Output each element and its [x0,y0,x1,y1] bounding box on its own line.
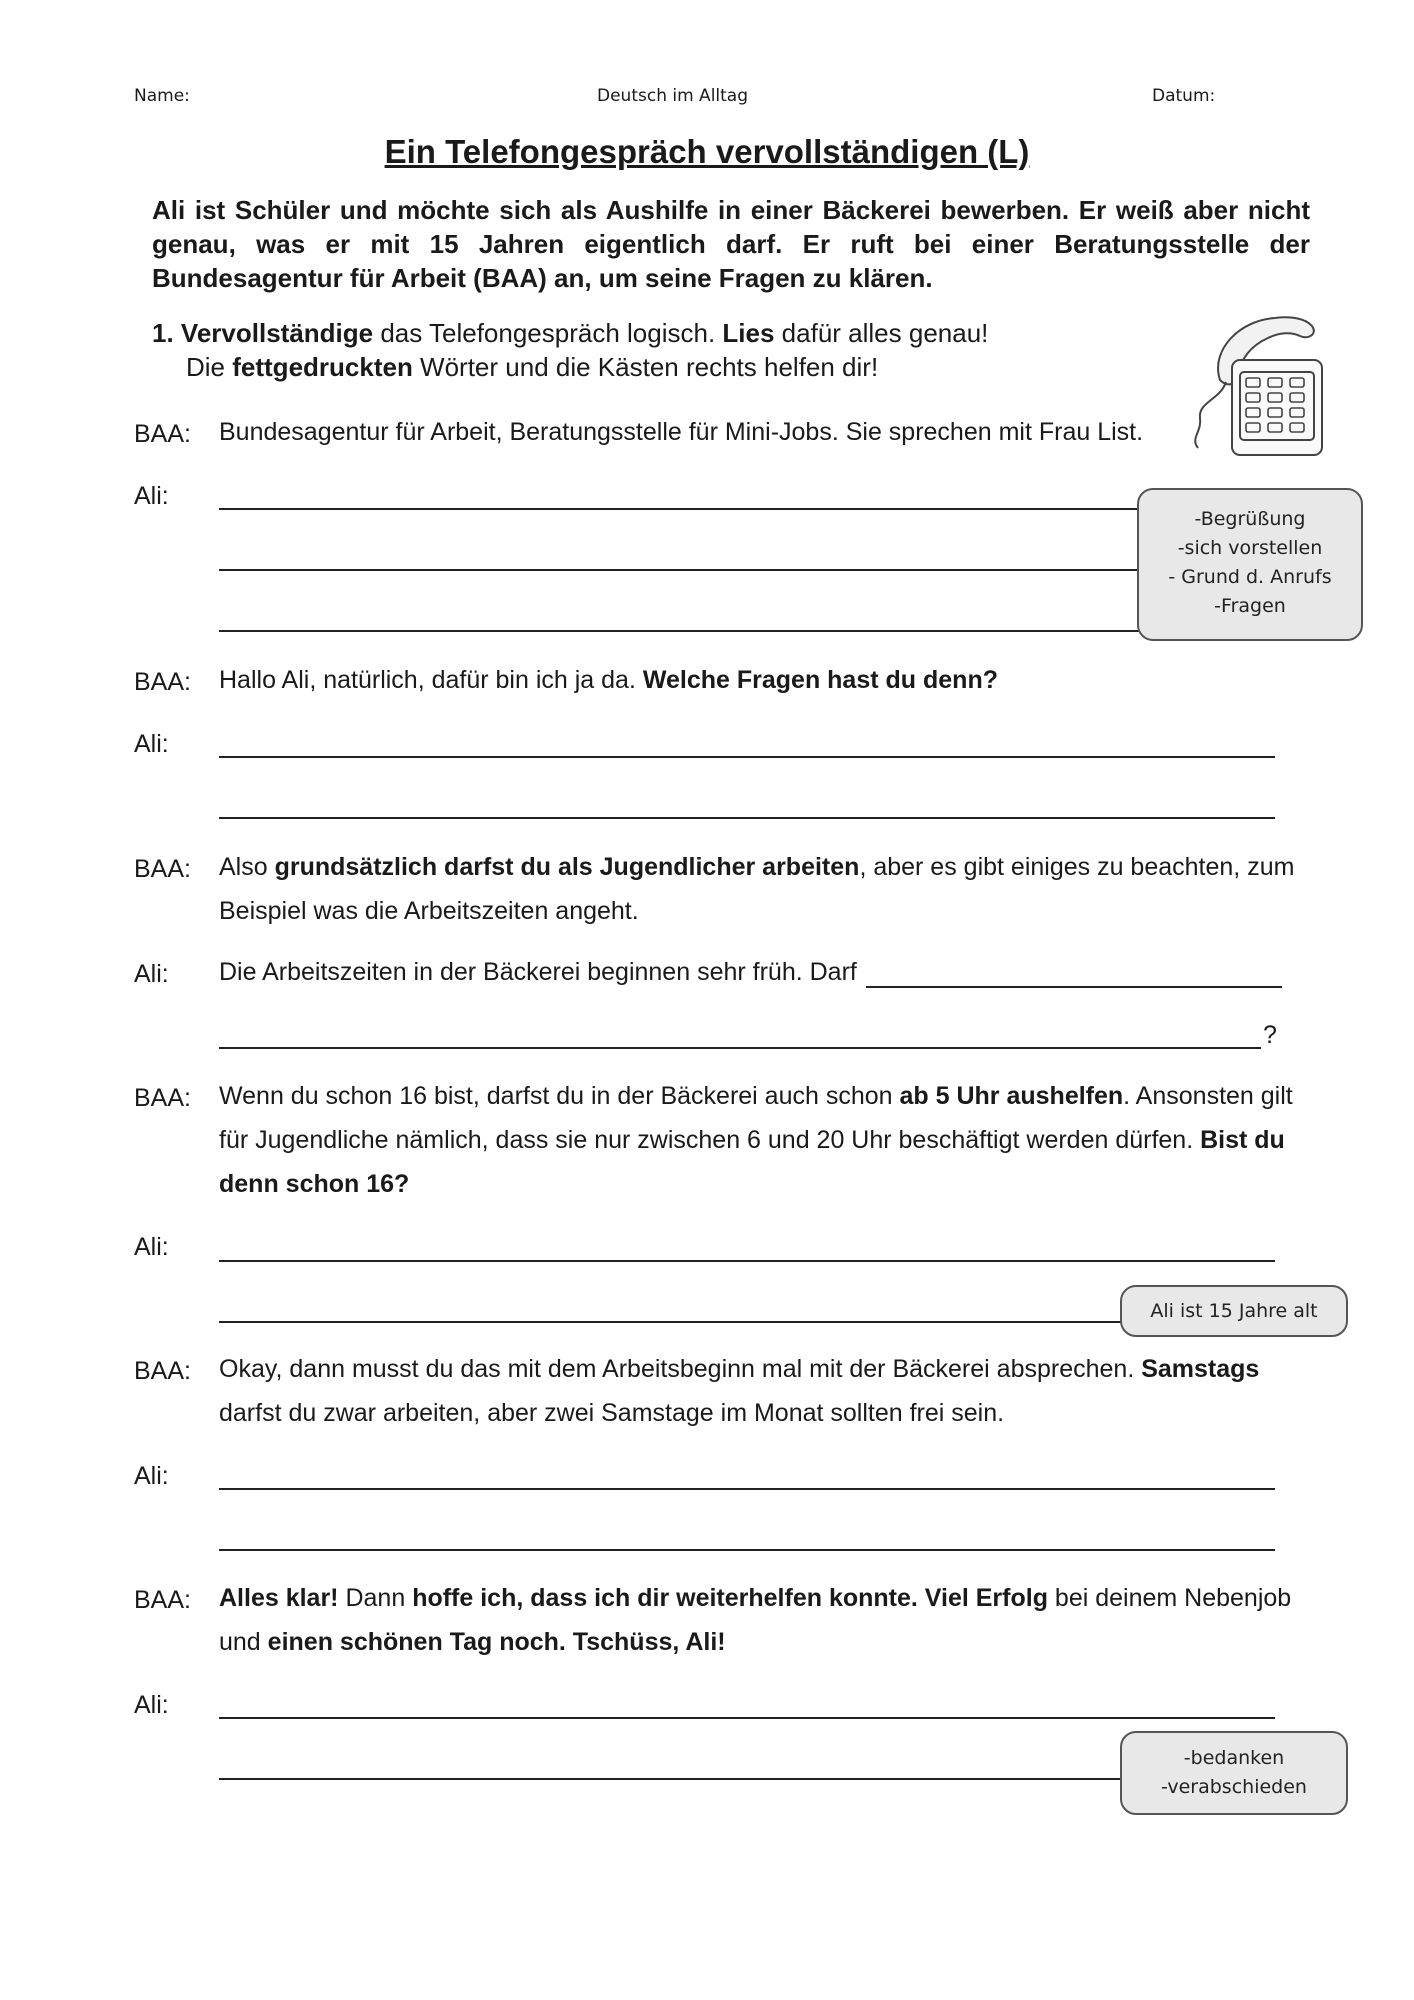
baa-text: darfst du zwar arbeiten, aber zwei Samstage im Monat sollten frei sein. [219,1399,1005,1427]
hint-item: Ali ist 15 Jahre alt [1150,1300,1318,1322]
answer-line[interactable] [219,569,1139,571]
speaker-ali: Ali: [134,730,169,758]
answer-line[interactable] [219,508,1139,510]
answer-line[interactable] [219,1778,1123,1780]
baa-bold: einen schönen Tag noch. Tschüss, Ali! [267,1628,726,1656]
hint-box-farewell [1120,1731,1348,1815]
baa-line-5 [219,1347,1309,1435]
answer-line[interactable] [219,1549,1275,1551]
task-text-2: dafür alles genau! [774,318,989,348]
baa-bold: Alles klar! [219,1584,339,1612]
baa-line-1: Bundesagentur für Arbeit, Beratungsstelle für Mini-Jobs. Sie sprechen mit Frau List. [219,418,1144,446]
speaker-ali: Ali: [134,1691,169,1719]
baa-text: Hallo Ali, natürlich, dafür bin ich ja da. [219,666,643,694]
baa-line-3 [219,845,1309,933]
task-bold-3: fettgedruckten [232,352,413,382]
baa-text: bei deinem Nebenjob und [219,1584,1292,1656]
baa-bold: ab 5 Uhr aushelfen [899,1082,1124,1110]
answer-line[interactable] [219,817,1275,819]
baa-line-2 [219,658,1279,702]
hint-box-greeting [1137,488,1363,641]
baa-bold: hoffe ich, dass ich dir weiterhelfen konnte. Viel Erfolg [412,1584,1048,1612]
baa-bold: grundsätzlich darfst du als Jugendlicher arbeiten [274,853,860,881]
task-text-3: Die [186,352,233,382]
task-text-1: das Telefongespräch logisch. [373,318,723,348]
hint-item: - Grund d. Anrufs [1168,566,1332,588]
speaker-ali: Ali: [134,482,169,510]
baa-text: . Ansonsten gilt für Jugendliche nämlich, dass sie nur zwischen 6 und 20 Uhr beschäftigt werden dürfen. [219,1082,1293,1154]
task-text-4: Wörter und die Kästen rechts helfen dir! [412,352,879,382]
question-mark: ? [1263,1021,1277,1049]
hint-item: -sich vorstellen [1177,537,1323,559]
baa-line-6 [219,1576,1309,1664]
baa-text: Dann [338,1584,413,1612]
baa-bold: Bist du denn schon 16? [219,1126,1285,1198]
speaker-baa: BAA: [134,1357,191,1385]
answer-line[interactable] [219,756,1275,758]
baa-text: Okay, dann musst du das mit dem Arbeitsbeginn mal mit der Bäckerei absprechen. [219,1355,1142,1383]
baa-bold: Samstags [1141,1355,1260,1383]
name-label: Name: [134,86,190,106]
baa-text: Wenn du schon 16 bist, darfst du in der Bäckerei auch schon [219,1082,900,1110]
baa-bold: Welche Fragen hast du denn? [642,666,998,694]
answer-line[interactable] [219,1488,1275,1490]
speaker-baa: BAA: [134,420,191,448]
ali-line-3: Die Arbeitszeiten in der Bäckerei beginnen sehr früh. Darf [219,958,857,986]
page-title: Ein Telefongespräch vervollständigen (L) [384,133,1030,170]
baa-text: , aber es gibt einiges zu beachten, zum Beispiel was die Arbeitszeiten angeht. [219,853,1295,925]
hint-box-age [1120,1285,1348,1337]
speaker-baa: BAA: [134,1084,191,1112]
speaker-baa: BAA: [134,668,191,696]
hint-item: -bedanken [1183,1747,1285,1769]
date-label: Datum: [1152,86,1216,106]
task-bold-2: Lies [722,318,775,348]
speaker-ali: Ali: [134,1462,169,1490]
hint-item: -Begrüßung [1194,508,1306,530]
task-bold-1: Vervollständige [180,318,374,348]
hint-item: -verabschieden [1161,1776,1307,1798]
task-line-1 [152,316,988,350]
answer-line[interactable] [219,1047,1261,1049]
task-number: 1. [152,318,174,348]
answer-line[interactable] [219,1717,1275,1719]
speaker-ali: Ali: [134,960,169,988]
baa-text: Also [219,853,275,881]
answer-line[interactable] [866,986,1282,988]
answer-line[interactable] [219,1260,1275,1262]
speaker-baa: BAA: [134,1586,191,1614]
hint-item: -Fragen [1214,595,1286,617]
answer-line[interactable] [219,1321,1123,1323]
answer-line[interactable] [219,630,1139,632]
subject-label: Deutsch im Alltag [597,86,749,106]
task-line-2 [186,350,878,384]
baa-line-4 [219,1074,1309,1206]
speaker-ali: Ali: [134,1233,169,1261]
intro-text: Ali ist Schüler und möchte sich als Aushilfe in einer Bäckerei bewerben. Er weiß aber nicht genau, was er mit 15 Jahren eigentlich darf. Er ruft bei einer Beratungsstelle der Bundesagentur für Arbeit (BAA) an, um seine Fragen zu klären. [152,195,1310,293]
speaker-baa: BAA: [134,855,191,883]
